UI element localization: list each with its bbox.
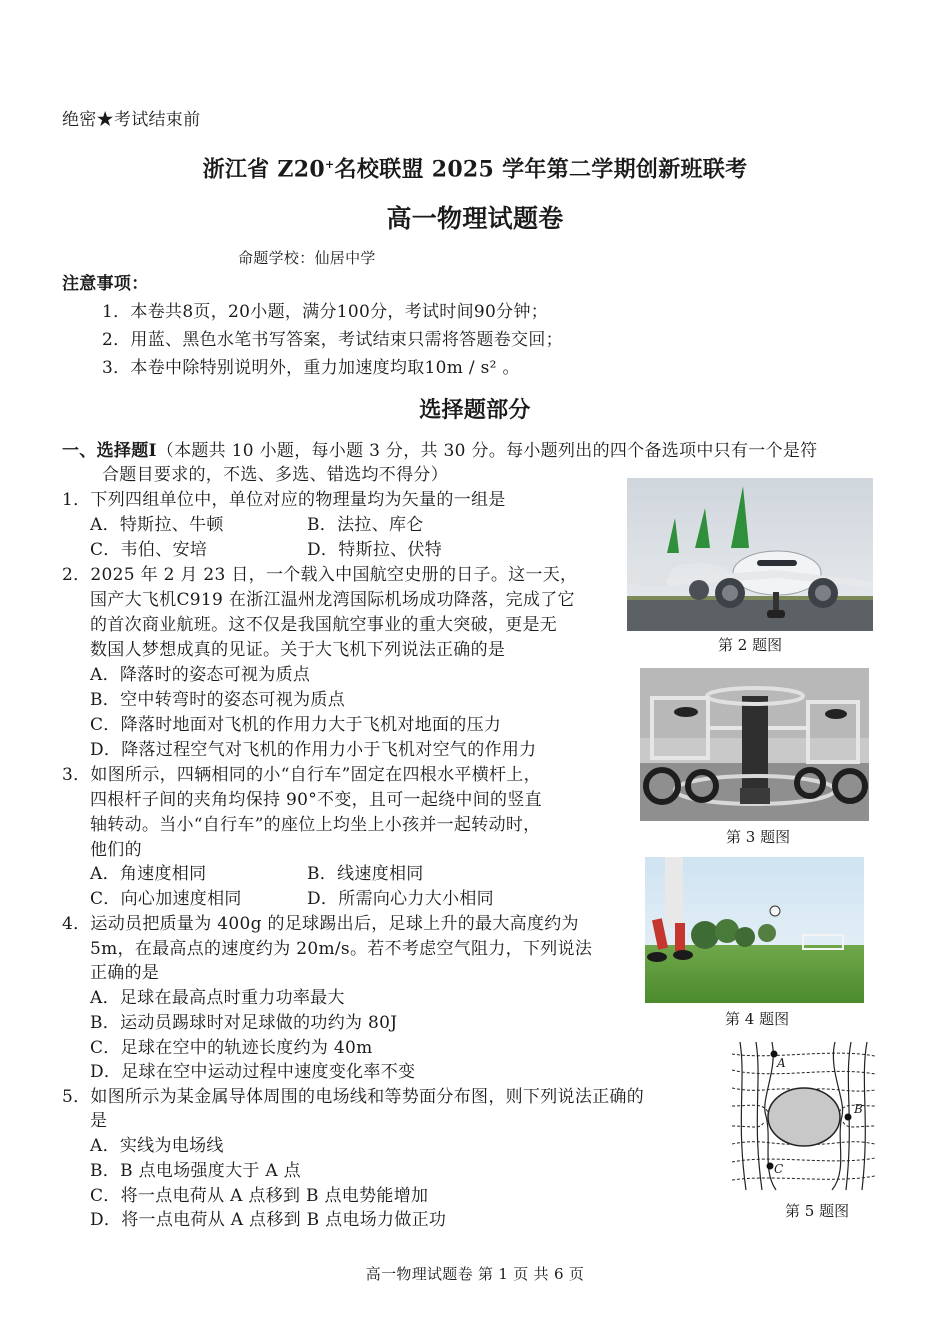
- point-c-label: C: [774, 1162, 784, 1176]
- q3-stem: 他们的: [90, 840, 142, 860]
- part-intro-line2: 合题目要求的，不选、多选、错选均不得分）: [102, 465, 448, 485]
- q5-option-d: D．将一点电荷从 A 点移到 B 点电场力做正功: [90, 1210, 447, 1230]
- q1-option-d: D．特斯拉、伏特: [307, 540, 443, 560]
- figure-4-soccer-photo: [645, 857, 864, 1003]
- q4-stem: 5m，在最高点的速度约为 20m/s。若不考虑空气阻力，下列说法: [90, 939, 593, 959]
- q2-option-a: A．降落时的姿态可视为质点: [90, 665, 311, 685]
- note-item: 2．用蓝、黑色水笔书写答案，考试结束只需将答题卷交回；: [102, 330, 563, 350]
- setter-school: 命题学校：仙居中学: [238, 249, 376, 267]
- figure-3-bicycles-photo: [640, 668, 869, 821]
- q2-stem: 数国人梦想成真的见证。关于大飞机下列说法正确的是: [90, 640, 506, 660]
- q3-stem: 3．如图所示，四辆相同的小“自行车”固定在四根水平横杆上，: [62, 765, 541, 785]
- point-a-label: A: [777, 1056, 786, 1070]
- q1-stem: 1．下列四组单位中，单位对应的物理量均为矢量的一组是: [62, 490, 506, 510]
- q3-option-a: A．角速度相同: [90, 864, 207, 884]
- notes-heading: 注意事项：: [62, 274, 149, 294]
- page-footer: 高一物理试题卷 第 1 页 共 6 页: [365, 1265, 585, 1283]
- q5-option-c: C．将一点电荷从 A 点移到 B 点电势能增加: [90, 1186, 429, 1206]
- q2-stem: 国产大飞机C919 在浙江温州龙湾国际机场成功降落，完成了它: [90, 590, 575, 610]
- q3-option-c: C．向心加速度相同: [90, 889, 242, 909]
- q1-option-c: C．韦伯、安培: [90, 540, 208, 560]
- figure-5-field-diagram: [732, 1040, 875, 1192]
- point-b-label: B: [854, 1102, 863, 1116]
- q5-stem: 是: [90, 1111, 108, 1131]
- q5-stem: 5．如图所示为某金属导体周围的电场线和等势面分布图，则下列说法正确的: [62, 1087, 645, 1107]
- q2-stem: 2．2025 年 2 月 23 日，一个载入中国航空史册的日子。这一天，: [62, 565, 578, 585]
- figure-2-airplane-photo: [627, 478, 873, 631]
- q4-option-d: D．足球在空中运动过程中速度变化率不变: [90, 1062, 416, 1082]
- q2-stem: 的首次商业航班。这不仅是我国航空事业的重大突破，更是无: [90, 615, 558, 635]
- q3-option-d: D．所需向心力大小相同: [307, 889, 494, 909]
- paper-subtitle: 高一物理试题卷: [386, 204, 564, 233]
- q4-option-c: C．足球在空中的轨迹长度约为 40m: [90, 1038, 373, 1058]
- figure-3-caption: 第 3 题图: [726, 828, 791, 846]
- exam-title: 浙江省 Z20+名校联盟 2025 学年第二学期创新班联考: [202, 156, 748, 183]
- note-item: 3．本卷中除特别说明外，重力加速度均取10m / s² 。: [102, 358, 520, 378]
- figure-5-caption: 第 5 题图: [785, 1202, 850, 1220]
- q1-option-a: A．特斯拉、牛顿: [90, 515, 224, 535]
- q5-option-b: B．B 点电场强度大于 A 点: [90, 1161, 301, 1181]
- q5-option-a: A．实线为电场线: [90, 1136, 224, 1156]
- figure-4-caption: 第 4 题图: [725, 1010, 790, 1028]
- q3-stem: 四根杆子间的夹角均保持 90°不变，且可一起绕中间的竖直: [90, 790, 542, 810]
- q3-option-b: B．线速度相同: [307, 864, 424, 884]
- q4-stem: 正确的是: [90, 963, 160, 983]
- confidential-label: 绝密★考试结束前: [62, 110, 201, 130]
- q1-option-b: B．法拉、库仑: [307, 515, 424, 535]
- q2-option-d: D．降落过程空气对飞机的作用力小于飞机对空气的作用力: [90, 740, 537, 760]
- q4-option-a: A．足球在最高点时重力功率最大: [90, 988, 345, 1008]
- q3-stem: 轴转动。当小“自行车”的座位上均坐上小孩并一起转动时，: [90, 815, 541, 835]
- q2-option-c: C．降落时地面对飞机的作用力大于飞机对地面的压力: [90, 715, 502, 735]
- q2-option-b: B．空中转弯时的姿态可视为质点: [90, 690, 345, 710]
- q4-option-b: B．运动员踢球时对足球做的功约为 80J: [90, 1013, 398, 1033]
- part-intro: 一、选择题Ⅰ（本题共 10 小题，每小题 3 分，共 30 分。每小题列出的四个备选项中只有一个是符: [62, 441, 818, 461]
- q4-stem: 4．运动员把质量为 400g 的足球踢出后，足球上升的最大高度约为: [62, 914, 579, 934]
- figure-2-caption: 第 2 题图: [718, 636, 783, 654]
- note-item: 1．本卷共8页，20小题，满分100分，考试时间90分钟；: [102, 302, 549, 322]
- section-title: 选择题部分: [419, 397, 531, 423]
